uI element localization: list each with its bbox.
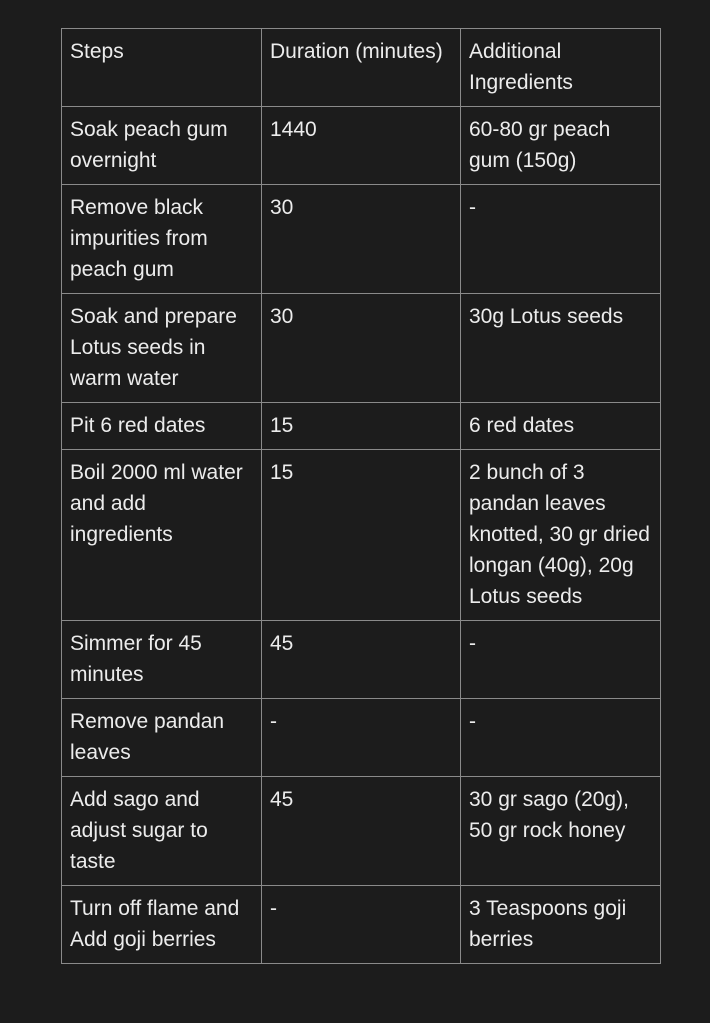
duration-cell: 15: [262, 450, 461, 621]
duration-cell: 45: [262, 777, 461, 886]
duration-cell: 15: [262, 403, 461, 450]
ingredients-cell: 30 gr sago (20g), 50 gr rock honey: [461, 777, 661, 886]
step-cell: Add sago and adjust sugar to taste: [62, 777, 262, 886]
table-header-row: [62, 29, 661, 107]
table-row: [62, 403, 661, 450]
table-row: [62, 107, 661, 185]
table-row: [62, 699, 661, 777]
step-cell: Turn off flame and Add goji berries: [62, 886, 262, 964]
duration-cell: 1440: [262, 107, 461, 185]
ingredients-cell: 60-80 gr peach gum (150g): [461, 107, 661, 185]
step-cell: Boil 2000 ml water and add ingredients: [62, 450, 262, 621]
duration-cell: -: [262, 699, 461, 777]
header-duration: Duration (minutes): [262, 29, 461, 107]
table-row: [62, 294, 661, 403]
duration-cell: -: [262, 886, 461, 964]
step-cell: Soak and prepare Lotus seeds in warm water: [62, 294, 262, 403]
step-cell: Remove pandan leaves: [62, 699, 262, 777]
step-cell: Simmer for 45 minutes: [62, 621, 262, 699]
recipe-table-container: [61, 28, 660, 964]
table-row: [62, 777, 661, 886]
step-cell: Remove black impurities from peach gum: [62, 185, 262, 294]
table-row: [62, 886, 661, 964]
ingredients-cell: 30g Lotus seeds: [461, 294, 661, 403]
table-row: [62, 621, 661, 699]
header-ingredients: Additional Ingredients: [461, 29, 661, 107]
ingredients-cell: -: [461, 621, 661, 699]
recipe-steps-table: [61, 28, 661, 964]
step-cell: Pit 6 red dates: [62, 403, 262, 450]
ingredients-cell: -: [461, 185, 661, 294]
duration-cell: 30: [262, 185, 461, 294]
duration-cell: 30: [262, 294, 461, 403]
table-row: [62, 185, 661, 294]
ingredients-cell: 2 bunch of 3 pandan leaves knotted, 30 gr dried longan (40g), 20g Lotus seeds: [461, 450, 661, 621]
table-row: [62, 450, 661, 621]
ingredients-cell: -: [461, 699, 661, 777]
ingredients-cell: 3 Teaspoons goji berries: [461, 886, 661, 964]
header-steps: Steps: [62, 29, 262, 107]
ingredients-cell: 6 red dates: [461, 403, 661, 450]
step-cell: Soak peach gum overnight: [62, 107, 262, 185]
duration-cell: 45: [262, 621, 461, 699]
